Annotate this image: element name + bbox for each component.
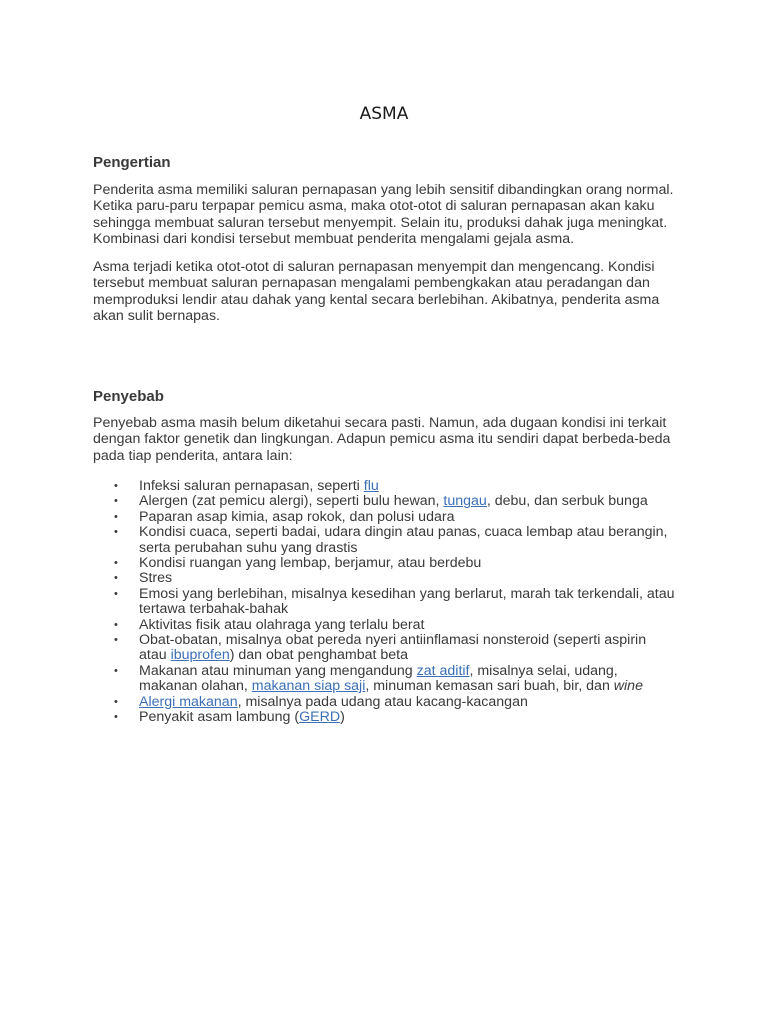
list-item xyxy=(93,710,683,725)
bullet-icon: • xyxy=(114,572,118,585)
document-title: ASMA xyxy=(359,104,409,124)
link-flu[interactable]: flu xyxy=(363,478,379,494)
list-item-text: Penyakit asam lambung ( xyxy=(139,709,300,726)
link-makanan-siap-saji[interactable]: makanan siap saji xyxy=(251,678,366,695)
list-item xyxy=(93,525,683,556)
paragraph-line: pada tiap penderita, antara lain: xyxy=(93,447,293,464)
bullet-icon: • xyxy=(114,480,118,492)
list-item-text: , minuman kemasan sari buah, bir, dan xyxy=(365,678,614,695)
list-item-text: makanan olahan, xyxy=(139,678,252,695)
list-item-text: Makanan atau minuman yang mengandung xyxy=(139,662,417,679)
bullet-icon: • xyxy=(114,587,118,600)
list-item-text: Paparan asap kimia, asap rokok, dan polusi udara xyxy=(139,508,455,525)
list-item xyxy=(93,571,683,586)
list-item-text: , misalnya pada udang atau kacang-kacangan xyxy=(237,693,528,710)
link-zat-aditif[interactable]: zat aditif xyxy=(416,662,470,679)
bullet-icon: • xyxy=(114,695,118,708)
paragraph-line: memproduksi lendir atau dahak yang kental secara berlebihan. Akibatnya, penderita asma xyxy=(93,291,660,308)
paragraph-line: Kombinasi dari kondisi tersebut membuat penderita mengalami gejala asma. xyxy=(93,230,575,247)
definition-paragraph-1 xyxy=(93,182,683,247)
list-item-text: Aktivitas fisik atau olahraga yang terlalu berat xyxy=(139,616,425,633)
link-alergi-makanan[interactable]: Alergi makanan xyxy=(139,693,238,710)
paragraph-line: sehingga membuat saluran tersebut menyempit. Selain itu, produksi dahak juga meningkat. xyxy=(93,214,668,231)
paragraph-line: dengan faktor genetik dan lingkungan. Adapun pemicu asma itu sendiri dapat berbeda-beda xyxy=(93,431,671,448)
list-item-text: ) xyxy=(340,709,345,726)
list-item xyxy=(93,664,683,695)
link-ibuprofen[interactable]: ibuprofen xyxy=(170,647,230,664)
list-item-text: Alergen (zat pemicu alergi), seperti bulu hewan, xyxy=(139,493,444,510)
list-item-emphasis: wine xyxy=(613,678,643,695)
bullet-icon: • xyxy=(114,664,118,677)
bullet-icon: • xyxy=(114,634,118,647)
bullet-icon: • xyxy=(114,510,118,523)
list-item xyxy=(93,695,683,710)
list-item-text: ) dan obat penghambat beta xyxy=(229,647,409,664)
list-item-text: Infeksi saluran pernapasan, seperti xyxy=(139,478,364,494)
list-item-text: serta perubahan suhu yang drastis xyxy=(139,539,358,556)
paragraph-line: Asma terjadi ketika otot-otot di saluran pernapasan menyempit dan mengencang. Kondisi xyxy=(93,259,655,275)
link-gerd[interactable]: GERD xyxy=(299,709,341,726)
list-item-text: Emosi yang berlebihan, misalnya kesedihan yang berlarut, marah tak terkendali, atau xyxy=(139,585,675,602)
list-item xyxy=(93,618,683,633)
paragraph-line: Penyebab asma masih belum diketahui secara pasti. Namun, ada dugaan kondisi ini terkait xyxy=(93,415,667,431)
list-item xyxy=(93,510,683,525)
bullet-icon: • xyxy=(114,711,118,724)
list-item-text: , debu, dan serbuk bunga xyxy=(486,493,648,510)
list-item xyxy=(93,587,683,618)
section-heading-definition: Pengertian xyxy=(93,154,171,171)
definition-paragraph-2 xyxy=(93,259,683,324)
paragraph-line: tersebut membuat saluran pernapasan mengalami pembengkakan atau peradangan dan xyxy=(93,275,650,292)
causes-list xyxy=(93,479,683,726)
list-item xyxy=(93,556,683,571)
bullet-icon: • xyxy=(114,557,118,570)
list-item-text: , misalnya selai, udang, xyxy=(469,662,618,679)
bullet-icon: • xyxy=(114,618,118,631)
causes-intro-paragraph xyxy=(93,415,683,464)
list-item xyxy=(93,479,683,494)
paragraph-line: Ketika paru-paru terpapar pemicu asma, maka otot-otot di saluran pernapasan akan kaku xyxy=(93,198,655,215)
list-item-text: Kondisi ruangan yang lembap, berjamur, atau berdebu xyxy=(139,555,482,572)
paragraph-line: akan sulit bernapas. xyxy=(93,307,220,324)
bullet-icon: • xyxy=(114,495,118,508)
link-tungau[interactable]: tungau xyxy=(443,493,487,510)
bullet-icon: • xyxy=(114,526,118,539)
list-item xyxy=(93,494,683,509)
paragraph-line: Penderita asma memiliki saluran pernapasan yang lebih sensitif dibandingkan orang normal. xyxy=(93,182,674,198)
list-item-text: tertawa terbahak-bahak xyxy=(139,601,289,618)
list-item-text: atau xyxy=(139,647,171,664)
list-item-text: Kondisi cuaca, seperti badai, udara dingin atau panas, cuaca lembap atau berangin, xyxy=(139,524,668,541)
list-item xyxy=(93,633,683,664)
section-heading-causes: Penyebab xyxy=(93,388,164,405)
list-item-text: Stres xyxy=(139,570,173,587)
list-item-text: Obat-obatan, misalnya obat pereda nyeri antiinflamasi nonsteroid (seperti aspirin xyxy=(139,632,647,649)
